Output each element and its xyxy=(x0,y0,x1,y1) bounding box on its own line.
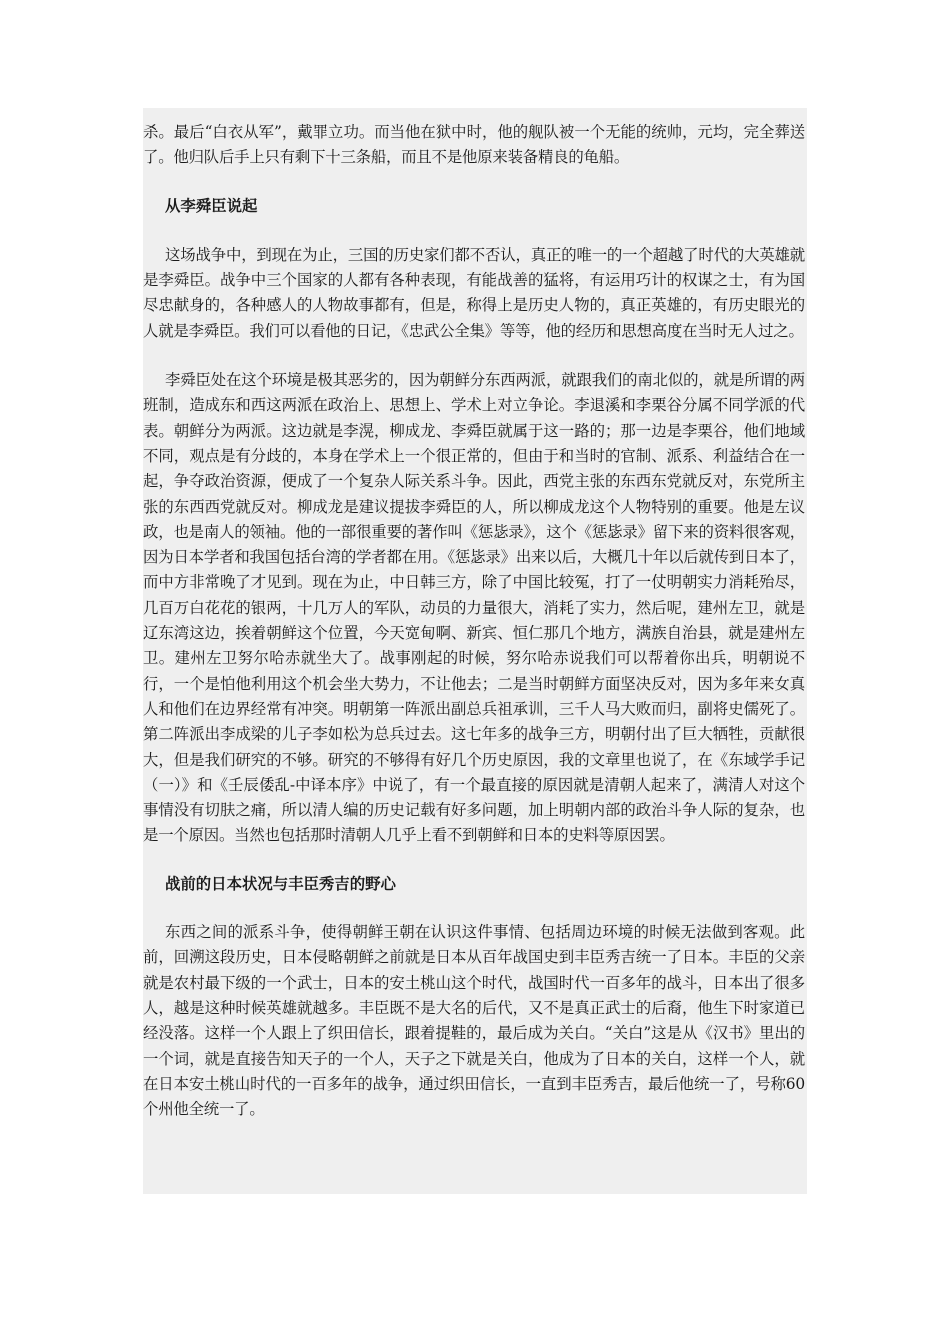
paragraph-toyotomi: 东西之间的派系斗争，使得朝鲜王朝在认识这件事情、包括周边环境的时候无法做到客观。此前，回溯这段历史，日本侵略朝鲜之前就是日本从百年战国史到丰臣秀吉统一了日本。丰臣的父亲就是农村最下级的一个武士，日本的安土桃山这个时代，战国时代一百多年的战斗，日本出了很多人，越是这种时候英雄就越多。丰臣既不是大名的后代，又不是真正武士的后裔，他生下时家道已经没落。这样一个人跟上了织田信长，跟着提鞋的，最后成为关白。“关白”这是从《汉书》里出的一个词，就是直接告知天子的一个人，天子之下就是关白，他成为了日本的关白，这样一个人，就在日本安土桃山时代的一百多年的战争，通过织田信长，一直到丰臣秀吉，最后他统一了，号称60个州他全统一了。 xyxy=(143,923,805,1119)
paragraph-hero-li-shunchen: 这场战争中，到现在为止，三国的历史家们都不否认，真正的唯一的一个超越了时代的大英雄就是李舜臣。战争中三个国家的人都有各种表现，有能战善的猛将，有运用巧计的权谋之士，有为国尽忠献身的，各种感人的人物故事都有，但是，称得上是历史人物的，真正英雄的，有历史眼光的人就是李舜臣。我们可以看他的日记，《忠武公全集》等等，他的经历和思想高度在当时无人过之。 xyxy=(143,245,805,340)
section-heading-japan-prewar: 战前的日本状况与丰臣秀吉的野心 xyxy=(165,874,396,893)
paragraph-faction-politics: 李舜臣处在这个环境是极其恶劣的，因为朝鲜分东西两派，就跟我们的南北似的，就是所谓的两班制，造成东和西这两派在政治上、思想上、学术上对立争论。李退溪和李栗谷分属不同学派的代表。朝鲜分为两派。这边就是李滉，柳成龙、李舜臣就属于这一路的；那一边是李栗谷，他们地域不同，观点是有分歧的，本身在学术上一个很正常的，但由于和当时的官制、派系、利益结合在一起，争夺政治资源，便成了一个复杂人际关系斗争。因此，西党主张的东西东党就反对，东党所主张的东西西党就反对。柳成龙是建议提拔李舜臣的人，所以柳成龙这个人物特别的重要。他是左议政，也是南人的领袖。他的一部很重要的著作叫《惩毖录》，这个《惩毖录》留下来的资料很客观，因为日本学者和我国包括台湾的学者都在用。《惩毖录》出来以后，大概几十年以后就传到日本了，而中方非常晚了才见到。现在为止，中日韩三方，除了中国比较冤，打了一仗明朝实力消耗殆尽，几百万白花花的银两，十几万人的军队，动员的力量很大，消耗了实力，然后呢，建州左卫，就是辽东湾这边，挨着朝鲜这个位置，今天宽甸啊、新宾、恒仁那几个地方，满族自治县，就是建州左卫。建州左卫努尔哈赤就坐大了。战事刚起的时候，努尔哈赤说我们可以帮着你出兵，明朝说不行，一个是怕他利用这个机会坐大势力，不让他去；二是当时朝鲜方面坚决反对，因为多年来女真人和他们在边界经常有冲突。明朝第一阵派出副总兵祖承训，三千人马大败而归，副将史儒死了。第二阵派出李成梁的儿子李如松为总兵过去。这七年多的战争三方，明朝付出了巨大牺牲，贡献很大，但是我们研究的不够。研究的不够得有好几个历史原因，我的文章里也说了，在《东域学手记（一）》和《壬辰倭乱-中译本序》中说了，有一个最直接的原因就是清朝人起来了，满清人对这个事情没有切肤之痛，所以清人编的历史记载有好多问题，加上明朝内部的政治斗争人际的复杂，也是一个原因。当然也包括那时清朝人几乎上看不到朝鲜和日本的史料等原因罢。 xyxy=(143,371,805,845)
document-page xyxy=(143,108,807,1194)
spacer xyxy=(143,849,805,872)
paragraph-continuation: 杀。最后“白衣从军”，戴罪立功。而当他在狱中时，他的舰队被一个无能的统帅，元均，完全葬送了。他归队后手上只有剩下十三条船，而且不是他原来装备精良的龟船。 xyxy=(143,123,805,167)
spacer xyxy=(143,897,805,920)
document-body xyxy=(143,108,807,1122)
spacer xyxy=(143,344,805,368)
spacer xyxy=(143,219,805,243)
section-heading-li-shunchen: 从李舜臣说起 xyxy=(165,196,258,215)
spacer xyxy=(143,171,805,194)
